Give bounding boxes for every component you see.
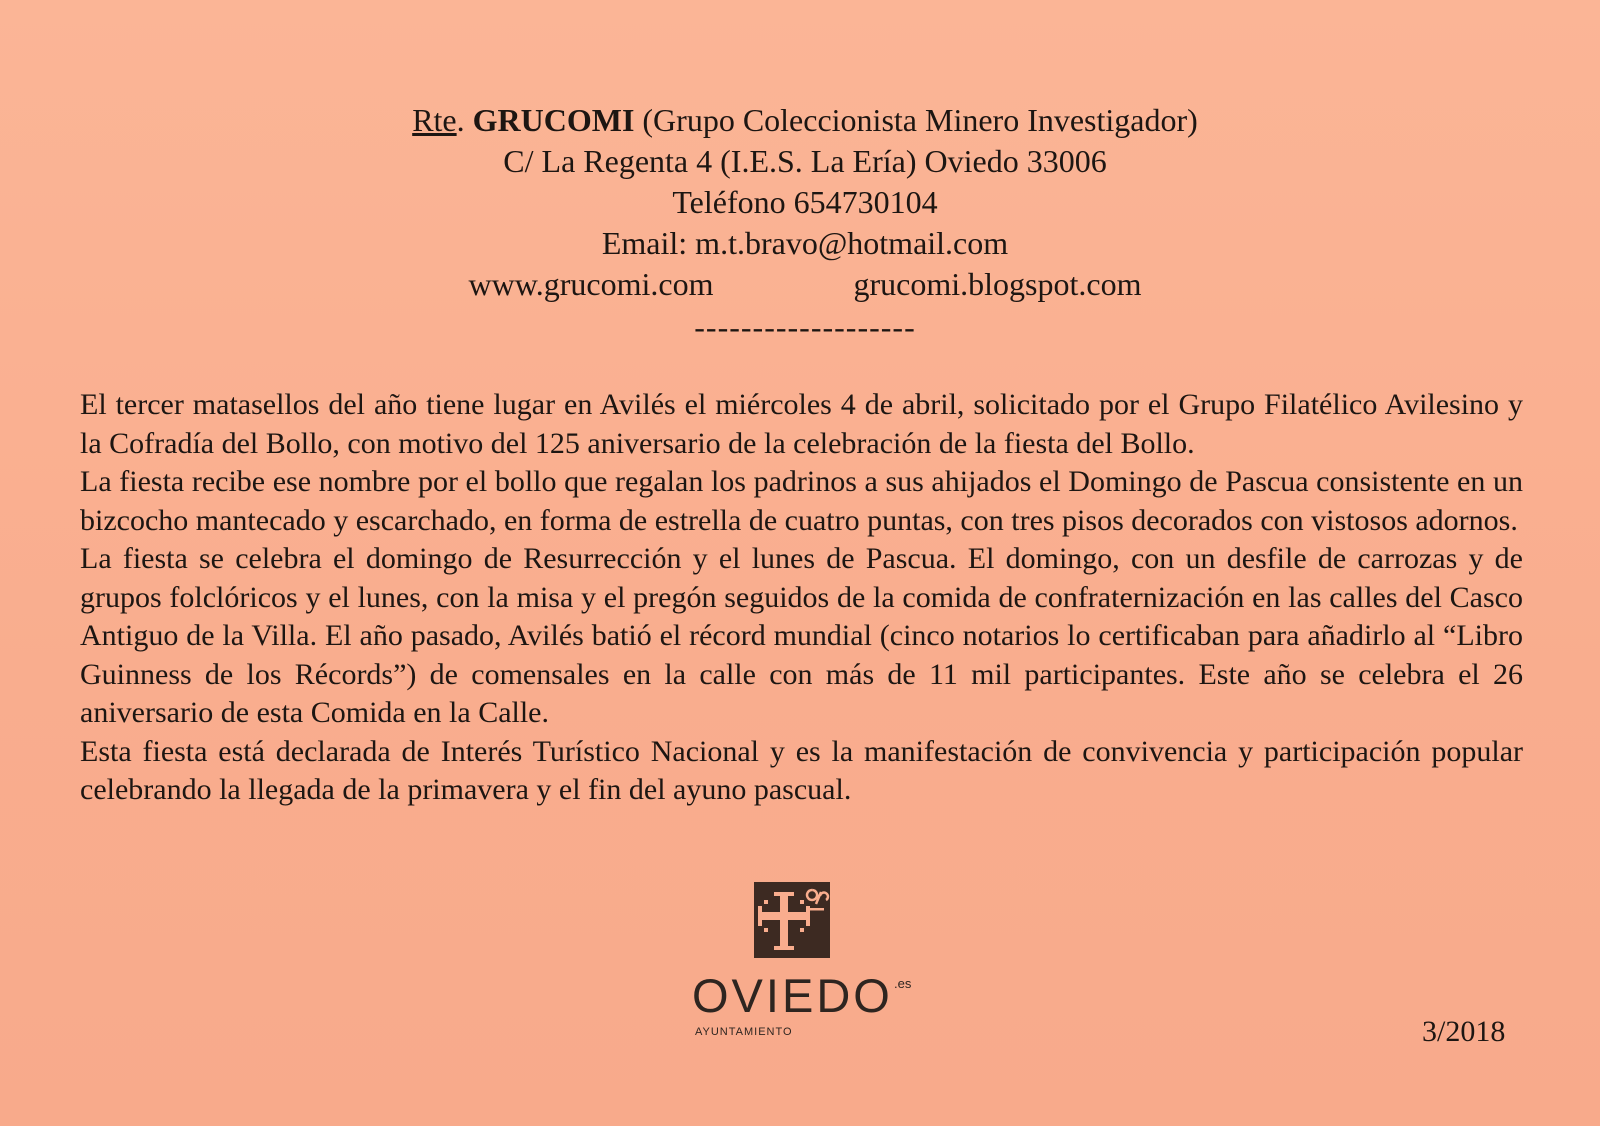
body-text	[80, 386, 1523, 810]
body-paragraph: El tercer matasellos del año tiene lugar en Avilés el miércoles 4 de abril, solicitado por el Grupo Filatélico Avilesino y la Cofradía del Bollo, con motivo del 125 aniversario de la celebración de la fiesta del Bollo.	[80, 388, 1523, 460]
body-paragraph: La fiesta se celebra el domingo de Resurrección y el lunes de Pascua. El domingo, con un desfile de carrozas y de grupos folclóricos y el lunes, con la misa y el pregón seguidos de la comida de confraternización en las calles del Casco Antiguo de la Villa. El año pasado, Avilés batió el récord mundial (cinco notarios lo certificaban para añadirlo al “Libro Guinness de los Récords”) de comensales en la calle con más de 11 mil participantes. Este año se celebra el 26 aniversario de esta Comida en la Calle.	[80, 542, 1523, 729]
sender-phone: Teléfono 654730104	[672, 184, 938, 220]
header-divider: -------------------	[694, 309, 916, 345]
body-paragraph: La fiesta recibe ese nombre por el bollo que regalan los padrinos a sus ahijados el Domingo de Pascua consistente en un bizcocho mantecado y escarchado, en forma de estrella de cuatro puntas, con tres pisos decorados con vistosos adornos.	[80, 465, 1523, 537]
sender-header	[0, 100, 1600, 348]
sender-line-org	[0, 100, 1600, 141]
sender-blog: grucomi.blogspot.com	[853, 266, 1142, 302]
sender-rte-label: Rte	[412, 102, 457, 138]
sender-web-row	[0, 264, 1600, 305]
logo-name: OVIEDO	[692, 969, 893, 1022]
oviedo-logo	[692, 969, 912, 1038]
logo-subtitle: AYUNTAMIENTO	[695, 1026, 793, 1038]
logo-suffix: .es	[894, 976, 912, 991]
oviedo-cross-emblem-icon	[754, 882, 830, 958]
sender-rte-dot: .	[456, 102, 465, 138]
sender-address: C/ La Regenta 4 (I.E.S. La Ería) Oviedo 33006	[503, 143, 1107, 179]
sender-email: Email: m.t.bravo@hotmail.com	[601, 225, 1009, 261]
sender-website: www.grucomi.com	[468, 266, 714, 302]
sender-org-name: GRUCOMI	[472, 102, 635, 138]
issue-code: 3/2018	[1422, 1015, 1506, 1048]
sender-org-fullname: (Grupo Coleccionista Minero Investigador)	[642, 102, 1198, 138]
body-paragraph: Esta fiesta está declarada de Interés Turístico Nacional y es la manifestación de convivencia y participación popular celebrando la llegada de la primavera y el fin del ayuno pascual.	[80, 734, 1523, 806]
